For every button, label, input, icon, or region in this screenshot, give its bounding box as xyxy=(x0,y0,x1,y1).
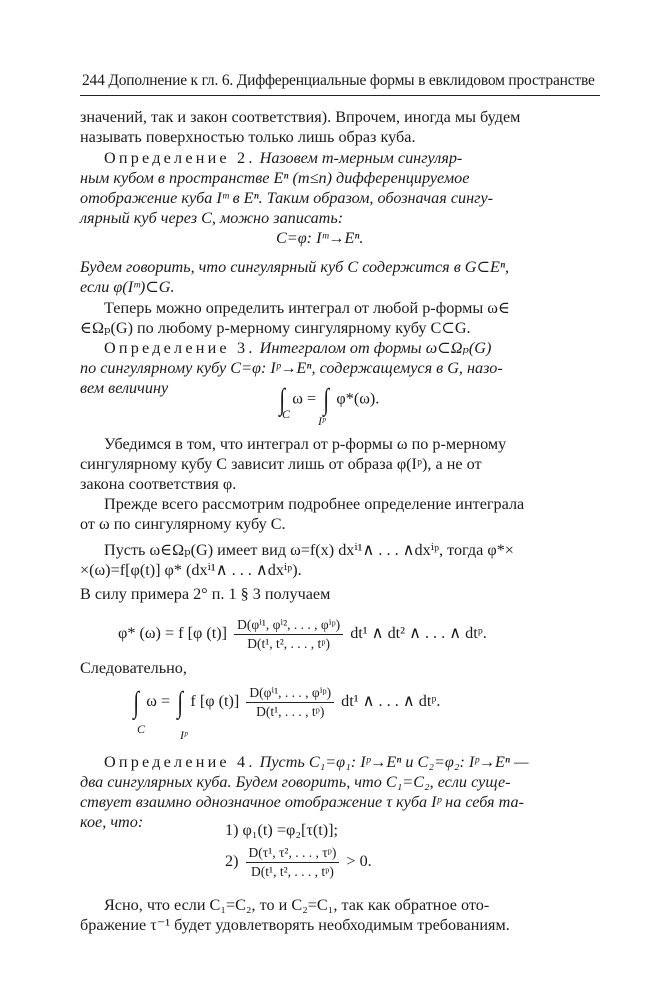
text-line: Убедимся в том, что интеграл от p-формы ω по p-мерному xyxy=(104,435,507,453)
text-line: называть поверхностью только лишь образ куба. xyxy=(80,128,416,146)
equation-lhs: φ* (ω) = f [φ (t)] xyxy=(118,624,228,643)
equation-4 xyxy=(130,685,440,725)
condition-label: 2) xyxy=(225,852,239,871)
text-line: Ясно, что если C₁=C₂, то и C₂=C₁, так как обратное ото- xyxy=(104,896,490,914)
fraction-numerator: D(φⁱ¹, . . . , φⁱᵖ) xyxy=(246,685,334,703)
equation-lhs: ω = xyxy=(292,389,317,408)
text-line: сингулярному кубу C зависит лишь от образа φ(Iᵖ), а не от xyxy=(80,455,482,473)
definition-label: Определение 4. xyxy=(104,753,256,771)
text-line: Пусть ω∈Ωₚ(G) имеет вид ω=f(x) dxⁱ¹∧ . . . ∧dxⁱᵖ, тогда φ*× xyxy=(104,541,514,559)
definition-label: Определение 3. xyxy=(104,339,256,357)
text-line: ×(ω)=f[φ(t)] φ* (dxⁱ¹∧ . . . ∧dxⁱᵖ). xyxy=(80,561,302,579)
fraction-denominator: D(t¹, t², . . . , tᵖ) xyxy=(251,864,334,879)
header-rule xyxy=(80,95,600,96)
text-line: Будем говорить, что сингулярный куб C содержится в G⊂Eⁿ, xyxy=(80,258,510,276)
text-line: отображение куба Iᵐ в Eⁿ. Таким образом, обозначая сингу- xyxy=(80,189,494,207)
fraction-denominator: D(t¹, . . . , tᵖ) xyxy=(256,704,325,719)
page-number: 244 xyxy=(82,72,105,89)
text-line: если φ(Iᵐ)⊂G. xyxy=(80,278,175,296)
condition-1: 1) φ₁(t) =φ₂[τ(t)]; xyxy=(225,821,339,839)
definition-3-line xyxy=(104,338,599,358)
equation-rhs: φ*(ω). xyxy=(336,389,380,408)
text-line: Теперь можно определить интеграл от любой p-формы ω∈ xyxy=(104,299,510,317)
definition-text: Назовем m-мерным сингуляр- xyxy=(259,149,463,167)
text-line: кое, что: xyxy=(80,813,144,831)
text-line: закона соответствия φ. xyxy=(80,475,237,493)
equation-rhs: dt¹ ∧ . . . ∧ dtᵖ. xyxy=(341,692,441,711)
integral-limit: Iᵖ xyxy=(318,414,326,428)
integral-sign: ∫ xyxy=(323,383,330,416)
integral-sign: ∫ xyxy=(279,383,285,416)
text-line: по сингулярному кубу C=φ: Iᵖ→Eⁿ, содержащемуся в G, назо- xyxy=(80,359,503,377)
text-line: ным кубом в пространстве Eⁿ (m≤n) дифференцируемое xyxy=(80,169,470,187)
jacobian-fraction xyxy=(234,617,343,652)
equation-mid: f [φ (t)] xyxy=(190,692,240,711)
integral-sign: ∫ xyxy=(133,685,139,719)
fraction-denominator: D(t¹, t², . . . , tᵖ) xyxy=(247,636,330,651)
running-head xyxy=(82,72,602,90)
definition-text: Пусть C₁=φ₁: Iᵖ→Eⁿ и C₂=φ₂: Iᵖ→Eⁿ — xyxy=(259,753,529,771)
text-line: вем величину xyxy=(80,379,169,397)
definition-label: Определение 2. xyxy=(104,149,256,167)
condition-2 xyxy=(225,845,372,880)
equation-2 xyxy=(276,385,379,425)
text-line: Следовательно, xyxy=(80,659,187,677)
text-line: В силу примера 2° п. 1 § 3 получаем xyxy=(80,585,331,603)
fraction-numerator: D(τ¹, τ², . . . , τᵖ) xyxy=(246,845,340,863)
jacobian-fraction xyxy=(246,685,334,720)
definition-2-line xyxy=(104,148,599,168)
text-line: от ω по сингулярному кубу C. xyxy=(80,515,286,533)
text-line: значений, так и закон соответствия). Впрочем, иногда мы будем xyxy=(80,108,521,126)
integral-limit: C xyxy=(282,407,291,421)
integral-limit: Iᵖ xyxy=(180,728,188,742)
text-line: бражение τ⁻¹ будет удовлетворять необходимым требованиям. xyxy=(80,916,510,934)
fraction-numerator: D(φⁱ¹, φⁱ², . . . , φⁱᵖ) xyxy=(234,617,343,635)
integral-sign: ∫ xyxy=(177,685,184,719)
definition-text: Интегралом от формы ω⊂Ωₚ(G) xyxy=(259,339,492,357)
equation-rhs: dt¹ ∧ dt² ∧ . . . ∧ dtᵖ. xyxy=(350,624,487,643)
text-line: ∈Ωₚ(G) по любому p-мерному сингулярному кубу C⊂G. xyxy=(80,319,471,337)
chapter-title: Дополнение к гл. 6. Дифференциальные формы в евклидовом пространстве xyxy=(108,72,595,89)
text-line: Прежде всего рассмотрим подробнее определение интеграла xyxy=(104,495,525,513)
equation-lhs: ω = xyxy=(146,692,171,711)
integral-limit: C xyxy=(137,722,146,736)
jacobian-fraction xyxy=(246,845,340,880)
equation-3 xyxy=(118,617,487,652)
text-line: ствует взаимно однозначное отображение τ куба Iᵖ на себя та- xyxy=(80,793,524,811)
text-line: лярный куб через C, можно записать: xyxy=(80,209,344,227)
definition-4-line xyxy=(104,752,599,772)
condition-rhs: > 0. xyxy=(346,852,372,871)
text-line: два сингулярных куба. Будем говорить, что C₁=C₂, если суще- xyxy=(80,773,511,791)
equation-1: C=φ: Iᵐ→Eⁿ. xyxy=(276,229,364,247)
